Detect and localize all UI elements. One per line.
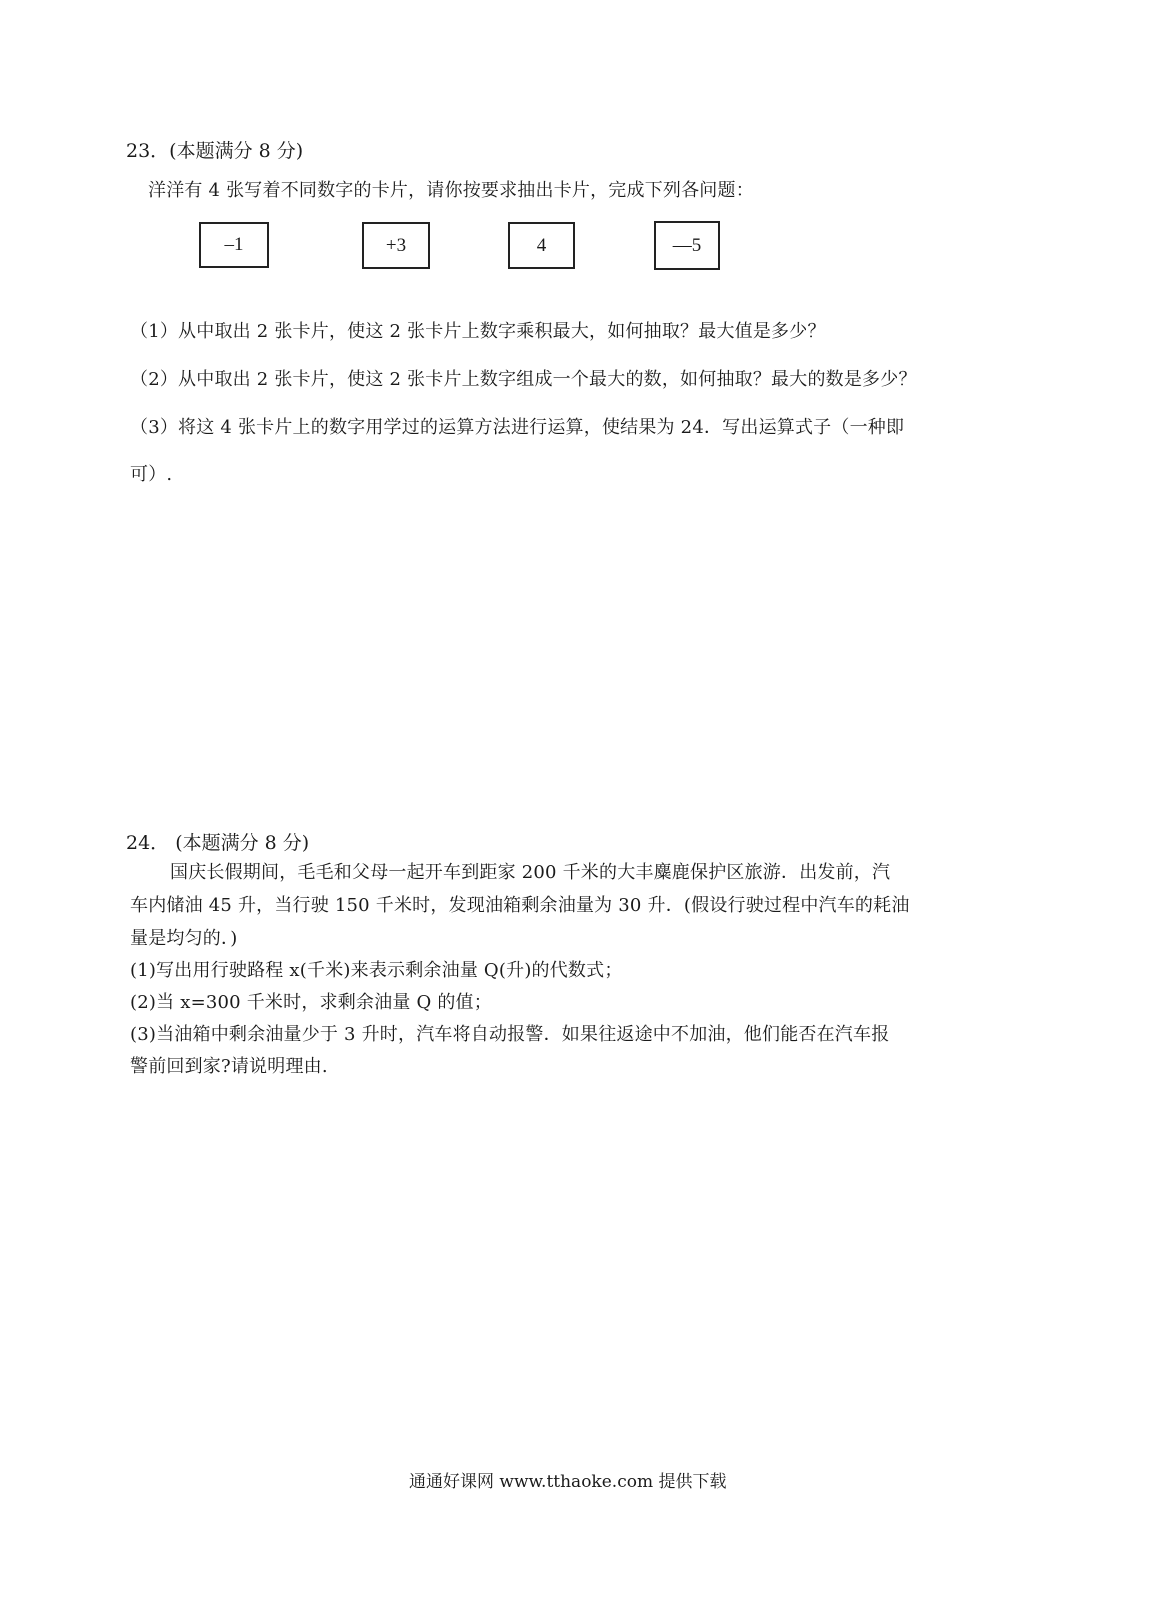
q24-line-1: 国庆长假期间，毛毛和父母一起开车到距家 200 千米的大丰麋鹿保护区旅游．出发前，汽 <box>170 862 891 883</box>
q24-part-1: (1)写出用行驶路程 x(千米)来表示剩余油量 Q(升)的代数式； <box>130 960 623 981</box>
q24-line-2: 车内储油 45 升，当行驶 150 千米时，发现油箱剩余油量为 30 升．(假设行驶过程中汽车的耗油 <box>130 895 910 916</box>
q23-part-2: （2）从中取出 2 张卡片，使这 2 张卡片上数字组成一个最大的数，如何抽取？最大的数是多少？ <box>130 369 917 390</box>
q23-part-3: （3）将这 4 张卡片上的数字用学过的运算方法进行运算，使结果为 24．写出运算式子（一种即 <box>130 417 905 438</box>
q24-line-3: 量是均匀的．) <box>130 928 238 949</box>
card-1 <box>199 222 269 268</box>
card-2-value: +3 <box>385 234 407 256</box>
q24-heading: 24． (本题满分 8 分) <box>126 832 310 854</box>
card-2 <box>362 222 430 269</box>
page-footer: 通通好课网 www.tthaoke.com 提供下载 <box>409 1472 727 1492</box>
q23-heading: 23．(本题满分 8 分) <box>126 140 304 162</box>
card-4-value: —5 <box>672 234 702 256</box>
q24-part-2: (2)当 x=300 千米时，求剩余油量 Q 的值； <box>130 992 492 1013</box>
card-3 <box>508 222 575 269</box>
card-3-value: 4 <box>536 234 547 256</box>
q24-part-3-cont: 警前回到家?请说明理由. <box>130 1056 328 1077</box>
card-4 <box>654 221 720 270</box>
q24-part-3: (3)当油箱中剩余油量少于 3 升时，汽车将自动报警．如果往返途中不加油，他们能否在汽车报 <box>130 1024 890 1045</box>
q23-part-1: （1）从中取出 2 张卡片，使这 2 张卡片上数字乘积最大，如何抽取？最大值是多少？ <box>130 321 826 342</box>
q23-intro: 洋洋有 4 张写着不同数字的卡片，请你按要求抽出卡片，完成下列各问题： <box>148 180 754 201</box>
q23-part-3-cont: 可）. <box>130 464 173 485</box>
card-1-value: –1 <box>224 234 244 255</box>
